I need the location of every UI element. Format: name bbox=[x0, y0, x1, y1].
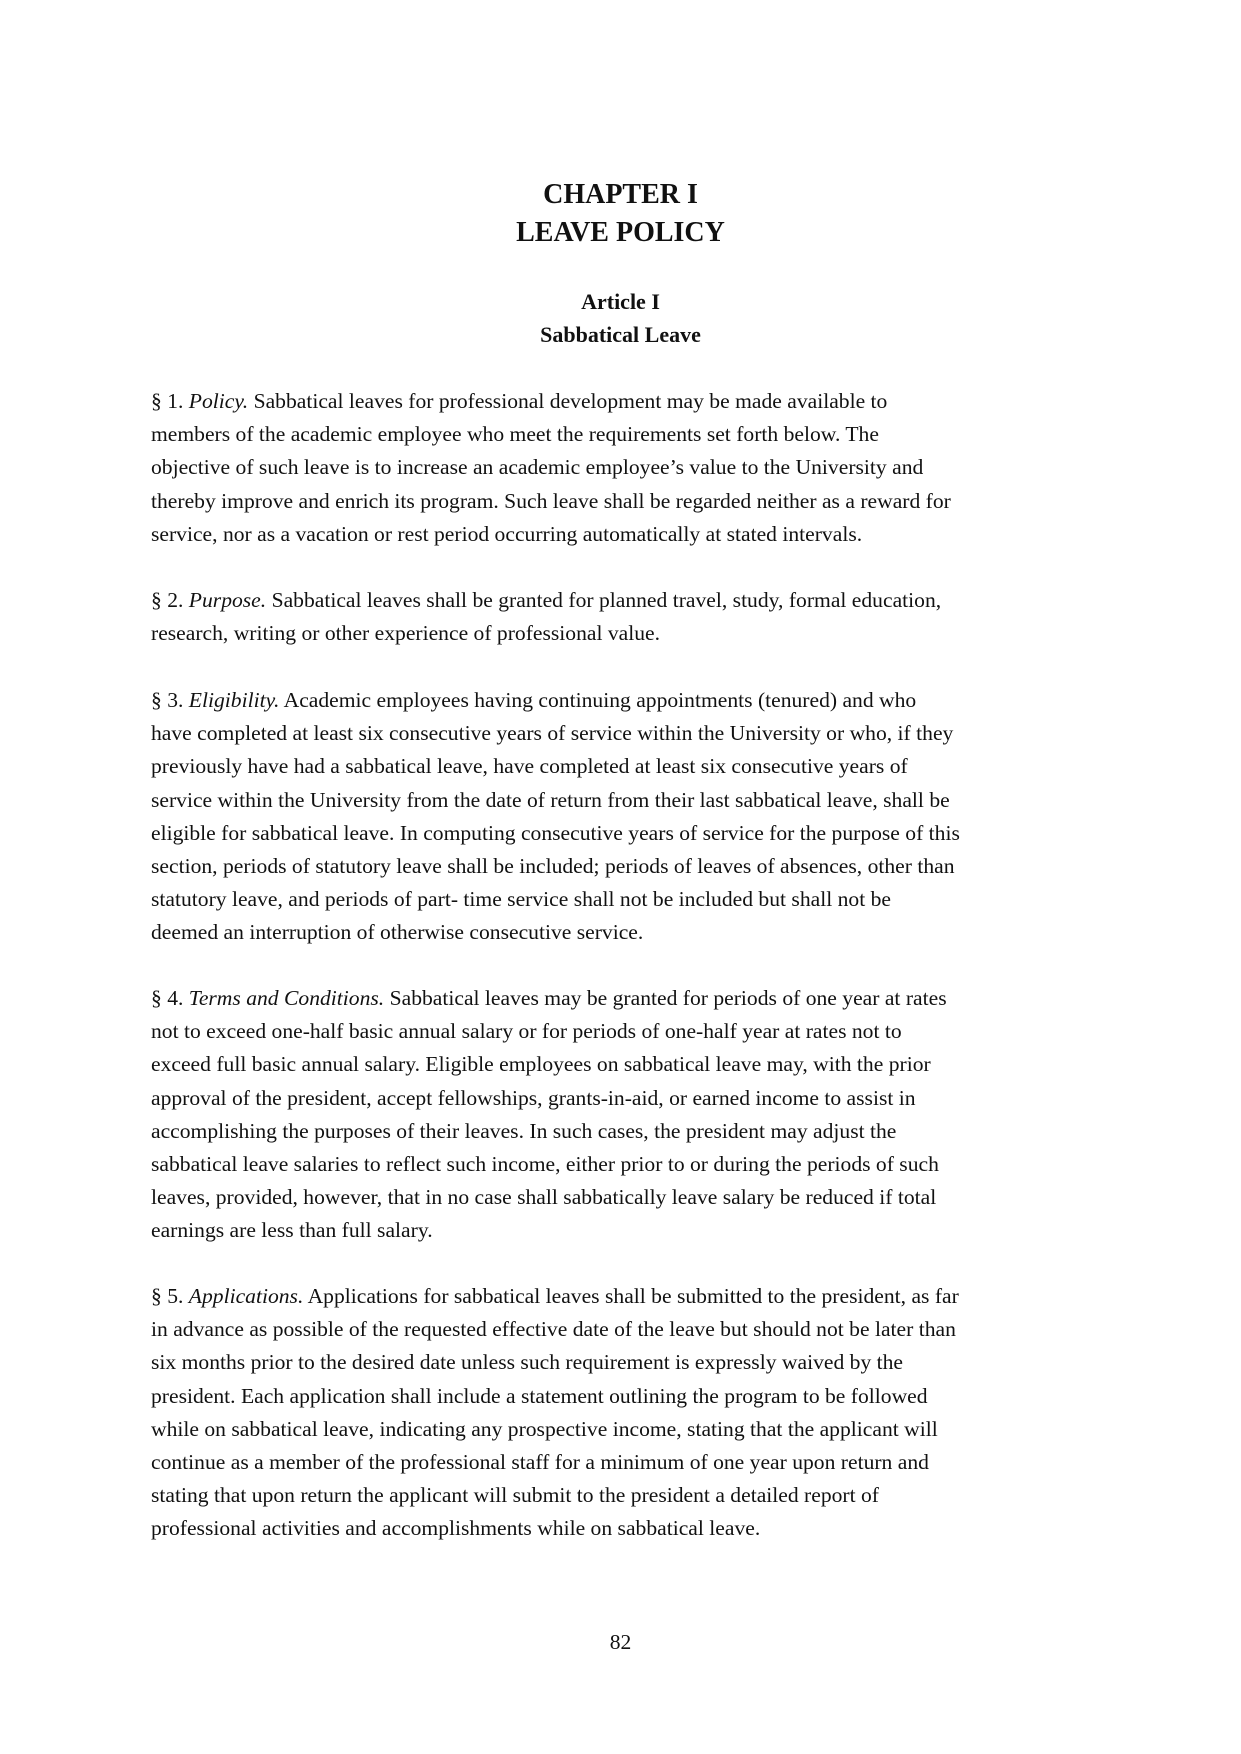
section-heading: Terms and Conditions. bbox=[188, 986, 385, 1010]
section-5-applications bbox=[151, 1280, 1131, 1546]
section-line: continue as a member of the professional staff for a minimum of one year upon return and bbox=[151, 1450, 929, 1475]
section-line: deemed an interruption of otherwise consecutive service. bbox=[151, 920, 644, 945]
section-2-purpose bbox=[151, 584, 1131, 650]
section-line: stating that upon return the applicant will submit to the president a detailed report of bbox=[151, 1483, 879, 1508]
section-line: § 2. Purpose. Sabbatical leaves shall be granted for planned travel, study, formal education, bbox=[151, 588, 942, 612]
article-title: Sabbatical Leave bbox=[540, 322, 701, 347]
section-line: president. Each application shall include a statement outlining the program to be followed bbox=[151, 1383, 928, 1408]
section-line: earnings are less than full salary. bbox=[151, 1218, 433, 1243]
section-marker: § 4. bbox=[151, 986, 184, 1010]
section-line: in advance as possible of the requested effective date of the leave but should not be later than bbox=[151, 1317, 956, 1342]
section-line: service, nor as a vacation or rest period occurring automatically at stated intervals. bbox=[151, 521, 863, 546]
section-line: exceed full basic annual salary. Eligible employees on sabbatical leave may, with the prior bbox=[151, 1052, 931, 1077]
section-line: section, periods of statutory leave shall be included; periods of leaves of absences, other than bbox=[151, 854, 955, 879]
section-line: six months prior to the desired date unless such requirement is expressly waived by the bbox=[151, 1350, 904, 1375]
section-line: § 5. Applications. Applications for sabbatical leaves shall be submitted to the president, as far bbox=[151, 1284, 959, 1308]
section-marker: § 1. bbox=[151, 389, 184, 413]
section-1-policy bbox=[151, 385, 1131, 551]
chapter-number: CHAPTER I bbox=[543, 179, 698, 210]
section-heading: Policy. bbox=[188, 389, 249, 413]
section-line: § 3. Eligibility. Academic employees having continuing appointments (tenured) and who bbox=[151, 688, 917, 712]
section-line: leaves, provided, however, that in no case shall sabbatically leave salary be reduced if total bbox=[151, 1185, 937, 1210]
section-line: § 4. Terms and Conditions. Sabbatical leaves may be granted for periods of one year at rates bbox=[151, 986, 947, 1010]
section-line: while on sabbatical leave, indicating any prospective income, stating that the applicant will bbox=[151, 1416, 938, 1441]
section-line: professional activities and accomplishments while on sabbatical leave. bbox=[151, 1516, 761, 1541]
section-heading: Purpose. bbox=[188, 588, 267, 612]
section-line: eligible for sabbatical leave. In computing consecutive years of service for the purpose of this bbox=[151, 820, 960, 845]
section-line: statutory leave, and periods of part- time service shall not be included but shall not be bbox=[151, 887, 891, 912]
section-marker: § 2. bbox=[151, 588, 184, 612]
section-marker: § 5. bbox=[151, 1284, 184, 1308]
section-heading: Applications. bbox=[188, 1284, 304, 1308]
section-line: service within the University from the date of return from their last sabbatical leave, shall be bbox=[151, 787, 950, 812]
section-line: approval of the president, accept fellowships, grants-in-aid, or earned income to assist in bbox=[151, 1085, 916, 1110]
section-line: accomplishing the purposes of their leaves. In such cases, the president may adjust the bbox=[151, 1118, 897, 1143]
section-line: research, writing or other experience of professional value. bbox=[151, 621, 661, 646]
section-line: thereby improve and enrich its program. Such leave shall be regarded neither as a reward for bbox=[151, 488, 951, 513]
page-number: 82 bbox=[609, 1630, 632, 1654]
section-line: not to exceed one-half basic annual salary or for periods of one-half year at rates not to bbox=[151, 1019, 902, 1044]
section-marker: § 3. bbox=[151, 688, 184, 712]
section-line: objective of such leave is to increase an academic employee’s value to the University and bbox=[151, 455, 924, 480]
section-line: sabbatical leave salaries to reflect such income, either prior to or during the periods of such bbox=[151, 1152, 939, 1177]
chapter-title: LEAVE POLICY bbox=[516, 217, 725, 248]
section-4-terms-and-conditions bbox=[151, 982, 1131, 1248]
section-line: previously have had a sabbatical leave, have completed at least six consecutive years of bbox=[151, 754, 908, 779]
article-number: Article I bbox=[581, 289, 660, 314]
section-3-eligibility bbox=[151, 684, 1131, 950]
section-line: § 1. Policy. Sabbatical leaves for professional development may be made available to bbox=[151, 389, 888, 413]
section-line: have completed at least six consecutive years of service within the University or who, if they bbox=[151, 721, 954, 746]
section-heading: Eligibility. bbox=[188, 688, 280, 712]
section-line: members of the academic employee who meet the requirements set forth below. The bbox=[151, 422, 879, 447]
